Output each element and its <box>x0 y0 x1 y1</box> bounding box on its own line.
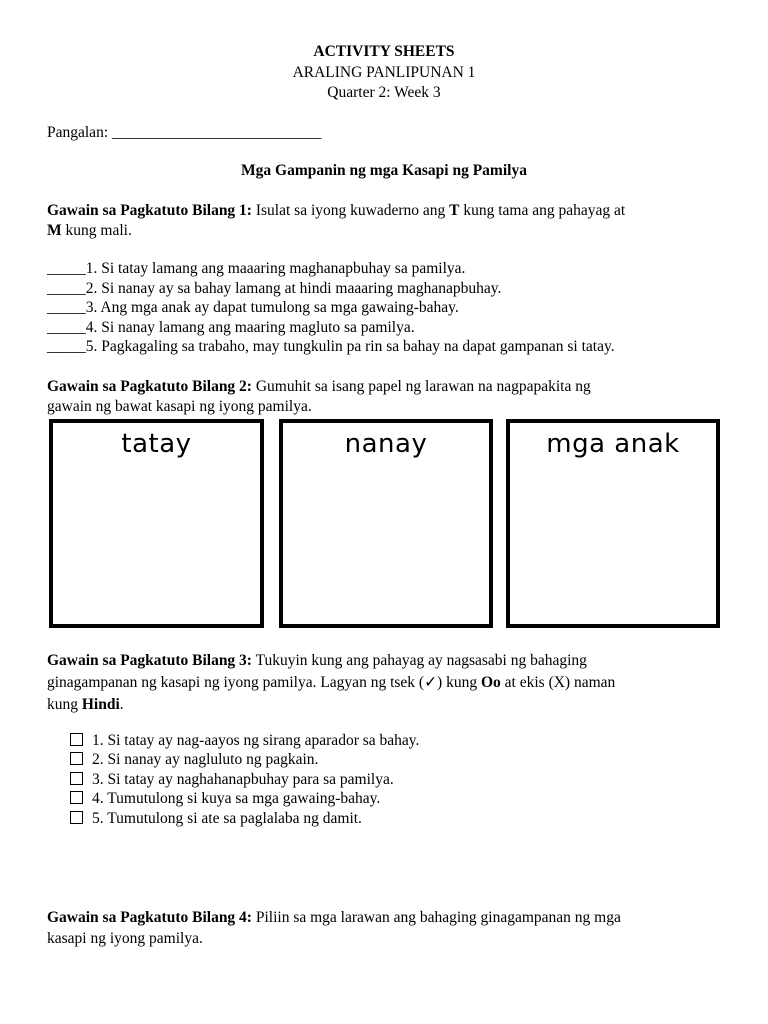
checkbox[interactable] <box>70 811 83 824</box>
activity3-instruction-text: at ekis (X) naman <box>500 674 616 691</box>
activity2-instruction-text: Gumuhit sa isang papel ng larawan na nagpapakita ng <box>251 378 591 395</box>
activity3-heading: Gawain sa Pagkatuto Bilang 3: <box>47 652 252 669</box>
activity4-instruction <box>47 907 621 949</box>
list-item[interactable]: _____3. Ang mga anak ay dapat tumulong sa mga gawaing-bahay. <box>47 299 459 316</box>
list-item[interactable]: _____2. Si nanay ay sa bahay lamang at hindi maaaring maghanapbuhay. <box>47 279 502 297</box>
checkbox[interactable] <box>70 752 83 765</box>
quarter-label: Quarter 2: Week 3 <box>327 84 441 101</box>
checklist-item <box>70 751 318 769</box>
checklist-item <box>70 732 419 750</box>
checklist-item <box>70 790 380 808</box>
list-item[interactable]: _____1. Si tatay lamang ang maaaring maghanapbuhay sa pamilya. <box>47 260 466 277</box>
drawing-boxes <box>49 419 720 628</box>
activity3-instruction-text: . <box>119 696 124 713</box>
subject-title: ARALING PANLIPUNAN 1 <box>292 64 476 81</box>
box-label: nanay <box>344 429 428 459</box>
no-label: Hindi <box>81 696 120 713</box>
drawing-box-nanay[interactable] <box>279 419 493 628</box>
activity3-instruction-text: Tukuyin kung ang pahayag ay nagsasabi ng bahaging <box>251 652 587 669</box>
checkbox[interactable] <box>70 791 83 804</box>
checklist-item <box>70 810 362 828</box>
sheet-title: ACTIVITY SHEETS <box>313 43 455 60</box>
checklist-item-label: 1. Si tatay ay nag-aayos ng sirang aparador sa bahay. <box>92 732 420 749</box>
drawing-box-mga-anak[interactable] <box>506 419 720 628</box>
activity4-instruction-text: Piliin sa mga larawan ang bahaging ginagampanan ng mga <box>251 909 621 926</box>
activity4-heading: Gawain sa Pagkatuto Bilang 4: <box>47 909 252 926</box>
activity1-items <box>47 259 615 357</box>
false-letter: M <box>47 221 62 239</box>
checklist-item-label: 4. Tumutulong si kuya sa mga gawaing-bahay. <box>92 790 381 807</box>
checklist-item-label: 3. Si tatay ay naghahanapbuhay para sa pamilya. <box>92 771 394 788</box>
activity4-instruction-text: kasapi ng iyong pamilya. <box>47 930 203 947</box>
activity2-instruction <box>47 377 591 416</box>
checklist-item-label: 2. Si nanay ay nagluluto ng pagkain. <box>92 751 319 768</box>
activity1-heading: Gawain sa Pagkatuto Bilang 1: <box>47 202 252 219</box>
drawing-box-tatay[interactable] <box>49 419 264 628</box>
checkbox[interactable] <box>70 733 83 746</box>
checklist-item <box>70 771 394 789</box>
activity1-instruction-text: kung mali. <box>61 221 132 239</box>
list-item[interactable]: _____5. Pagkagaling sa trabaho, may tungkulin pa rin sa bahay na dapat gampanan si tatay. <box>47 338 615 355</box>
activity2-instruction-text: gawain ng bawat kasapi ng iyong pamilya. <box>47 397 312 415</box>
activity1-instruction-text: kung tama ang pahayag at <box>459 202 626 219</box>
yes-label: Oo <box>480 674 501 691</box>
activity1-instruction <box>47 201 625 240</box>
name-field[interactable]: Pangalan: ___________________________ <box>47 124 322 141</box>
checkbox[interactable] <box>70 772 83 785</box>
list-item[interactable]: _____4. Si nanay lamang ang maaring magluto sa pamilya. <box>47 318 415 336</box>
activity2-heading: Gawain sa Pagkatuto Bilang 2: <box>47 378 252 395</box>
box-label: tatay <box>121 429 192 459</box>
activity3-instruction-text: ginagampanan ng kasapi ng iyong pamilya. Lagyan ng tsek (✓) kung <box>47 674 481 691</box>
true-letter: T <box>449 202 460 219</box>
activity3-instruction-text: kung <box>47 696 82 713</box>
lesson-title: Mga Gampanin ng mga Kasapi ng Pamilya <box>241 162 527 179</box>
activity3-instruction <box>47 650 615 716</box>
box-label: mga anak <box>546 429 680 459</box>
activity1-instruction-text: Isulat sa iyong kuwaderno ang <box>251 202 450 219</box>
checklist-item-label: 5. Tumutulong si ate sa paglalaba ng damit. <box>92 810 362 827</box>
